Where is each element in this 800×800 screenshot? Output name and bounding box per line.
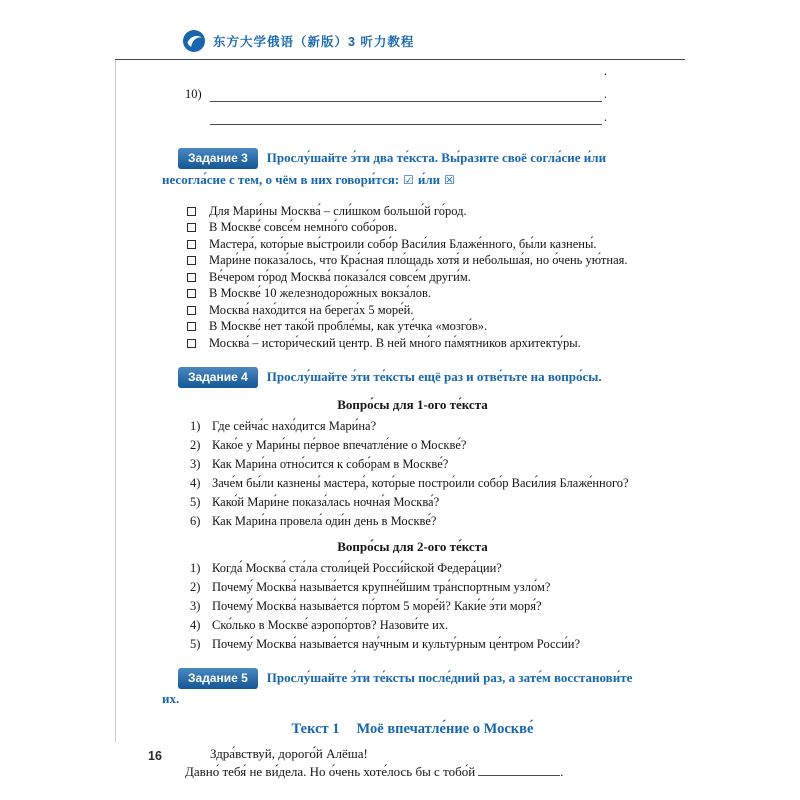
statement-row: [185, 203, 640, 220]
questions2-heading: Вопро́сы для 2-ого те́кста: [337, 538, 488, 554]
question-text: Почему́ Москва́ называ́ется нау́чным и культу́рным це́нтром Росси́и?: [212, 636, 581, 651]
task3-instruction-line2: [162, 170, 640, 190]
continuation-line-end: [185, 64, 640, 78]
question-text: Как Мари́на отно́сится к собо́рам в Москве́?: [212, 456, 449, 471]
task3-instruction-text: несогла́сие с тем, о чём в них говори́тся:: [162, 172, 400, 187]
checkbox[interactable]: [187, 240, 196, 249]
question-number: 1): [190, 560, 201, 575]
statement-text: Ве́чером го́род Москва́ показа́лся совсе́м други́м.: [209, 269, 471, 284]
question-number: 5): [190, 494, 201, 509]
questions-list-2: [185, 559, 640, 654]
task3-statements-list: [185, 203, 640, 352]
question-row: [190, 417, 640, 436]
trailing-period: .: [603, 87, 607, 101]
task4-badge: Задание 4: [178, 367, 258, 388]
fill-in-blank[interactable]: [210, 110, 602, 125]
trailing-period: .: [603, 110, 607, 124]
questions-list-1: [185, 417, 640, 531]
question-number: 4): [190, 617, 201, 632]
question-row: [190, 455, 640, 474]
question-text: Как Мари́на провела́ оди́н день в Москве́?: [212, 513, 437, 528]
statement-text: Для Мари́ны Москва́ – сли́шком большо́й го́род.: [209, 203, 467, 218]
page-content: [162, 60, 640, 780]
checked-box-icon: ☑: [403, 173, 414, 187]
checkbox[interactable]: [187, 273, 196, 282]
trailing-period: .: [560, 763, 564, 779]
crossed-box-icon: ☒: [444, 173, 455, 187]
statement-row: [185, 286, 640, 303]
statement-row: [185, 319, 640, 336]
header-title: 东方大学俄语（新版）3 听力教程: [213, 35, 415, 49]
question-text: Почему́ Москва́ называ́ется крупне́йшим тра́нспортным узло́м?: [212, 579, 551, 594]
statement-row: [185, 302, 640, 319]
question-row: [190, 559, 640, 578]
trailing-period: .: [603, 63, 607, 78]
statement-row: [185, 253, 640, 270]
checkbox[interactable]: [187, 339, 196, 348]
question-number: 3): [190, 598, 201, 613]
item-number: 10): [185, 87, 202, 101]
question-row: [190, 436, 640, 455]
letter-line2-text: Давно́ тебя́ не ви́дела. Но о́чень хоте́лось бы с тобо́й: [185, 763, 476, 779]
checkbox[interactable]: [187, 322, 196, 331]
question-row: [190, 578, 640, 597]
question-number: 3): [190, 456, 201, 471]
task3-instruction-line1: Прослу́шайте э́ти два те́кста. Вы́разите своё согла́сие и́ли: [266, 150, 607, 165]
page-header: [182, 29, 414, 53]
task3-header: [162, 148, 640, 190]
question-text: Заче́м бы́ли казнены́ мастера́, кото́рые постро́или собо́р Васи́лия Блаже́нного?: [212, 475, 629, 490]
task5-instruction: Прослу́шайте э́ти те́ксты после́дний раз, а зате́м восстанови́те их.: [162, 669, 633, 706]
statement-row: [185, 335, 640, 352]
statement-row: [185, 236, 640, 253]
checkbox[interactable]: [187, 256, 196, 265]
question-number: 2): [190, 579, 201, 594]
task3-badge: Задание 3: [178, 148, 258, 169]
question-text: Где сейча́с нахо́дится Мари́на?: [212, 418, 377, 433]
question-text: Почему́ Москва́ называ́ется по́ртом 5 море́й? Каки́е э́ти моря́?: [212, 598, 542, 613]
question-text: Когда́ Москва́ ста́ла столи́цей Росси́йской Федера́ции?: [212, 560, 502, 575]
question-row: [190, 635, 640, 654]
question-number: 6): [190, 513, 201, 528]
text1-label: Текст 1: [291, 720, 340, 737]
fill-in-blank[interactable]: [210, 87, 602, 102]
statement-row: [185, 220, 640, 237]
letter-line2: [185, 763, 640, 780]
statement-text: Мари́не показа́лось, что Кра́сная пло́щадь хотя́ и небольша́я, но о́чень ую́тная.: [209, 253, 628, 268]
question-text: Ско́лько в Москве́ аэропо́ртов? Назови́те их.: [212, 617, 449, 632]
text1-heading: [185, 721, 640, 738]
question-text: Како́е у Мари́ны пе́рвое впечатле́ние о Москве́?: [212, 437, 467, 452]
fill-item-10-continuation: [185, 108, 640, 125]
page-left-border: [115, 60, 116, 742]
letter-greeting: Здра́вствуй, дорого́й Алёша!: [210, 745, 368, 761]
question-number: 1): [190, 418, 201, 433]
question-row: [190, 474, 640, 493]
page-number: 16: [148, 749, 162, 763]
statement-text: В Москве́ совсе́м немно́го собо́ров.: [209, 220, 398, 235]
questions1-heading: Вопро́сы для 1-ого те́кста: [337, 396, 488, 412]
fill-item-10: [185, 85, 640, 102]
statement-text: Мастера́, кото́рые вы́строили собо́р Васи́лия Блаже́нного, бы́ли казнены́.: [209, 236, 597, 251]
question-row: [190, 597, 640, 616]
statement-text: Москва́ нахо́дится на берега́х 5 море́й.: [209, 302, 414, 317]
statement-text: В Москве́ нет тако́й пробле́мы, как уте́чка «мозго́в».: [209, 319, 488, 334]
question-row: [190, 512, 640, 531]
checkbox[interactable]: [187, 306, 196, 315]
task5-header: [162, 668, 640, 708]
question-number: 4): [190, 475, 201, 490]
checkbox[interactable]: [187, 207, 196, 216]
checkbox[interactable]: [187, 289, 196, 298]
statement-text: В Москве́ 10 железнодоро́жных вокза́лов.: [209, 286, 432, 301]
question-number: 2): [190, 437, 201, 452]
task4-instruction: Прослу́шайте э́ти те́ксты ещё раз и отве́тьте на вопро́сы.: [266, 368, 602, 384]
statement-row: [185, 269, 640, 286]
question-row: [190, 616, 640, 635]
publisher-logo-icon: [182, 29, 206, 53]
checkbox[interactable]: [187, 223, 196, 232]
statement-text: Москва́ – истори́ческий центр. В ней мно́го па́мятников архитекту́ры.: [209, 335, 581, 350]
question-row: [190, 493, 640, 512]
question-number: 5): [190, 636, 201, 651]
fill-in-blank[interactable]: [478, 764, 560, 776]
task4-header: [162, 367, 640, 388]
text1-title: Моё впечатле́ние о Москве́: [356, 720, 534, 737]
question-text: Како́й Мари́не показа́лась ночна́я Москва́?: [212, 494, 440, 509]
task5-badge: Задание 5: [178, 668, 258, 689]
or-word: и́ли: [417, 172, 441, 187]
